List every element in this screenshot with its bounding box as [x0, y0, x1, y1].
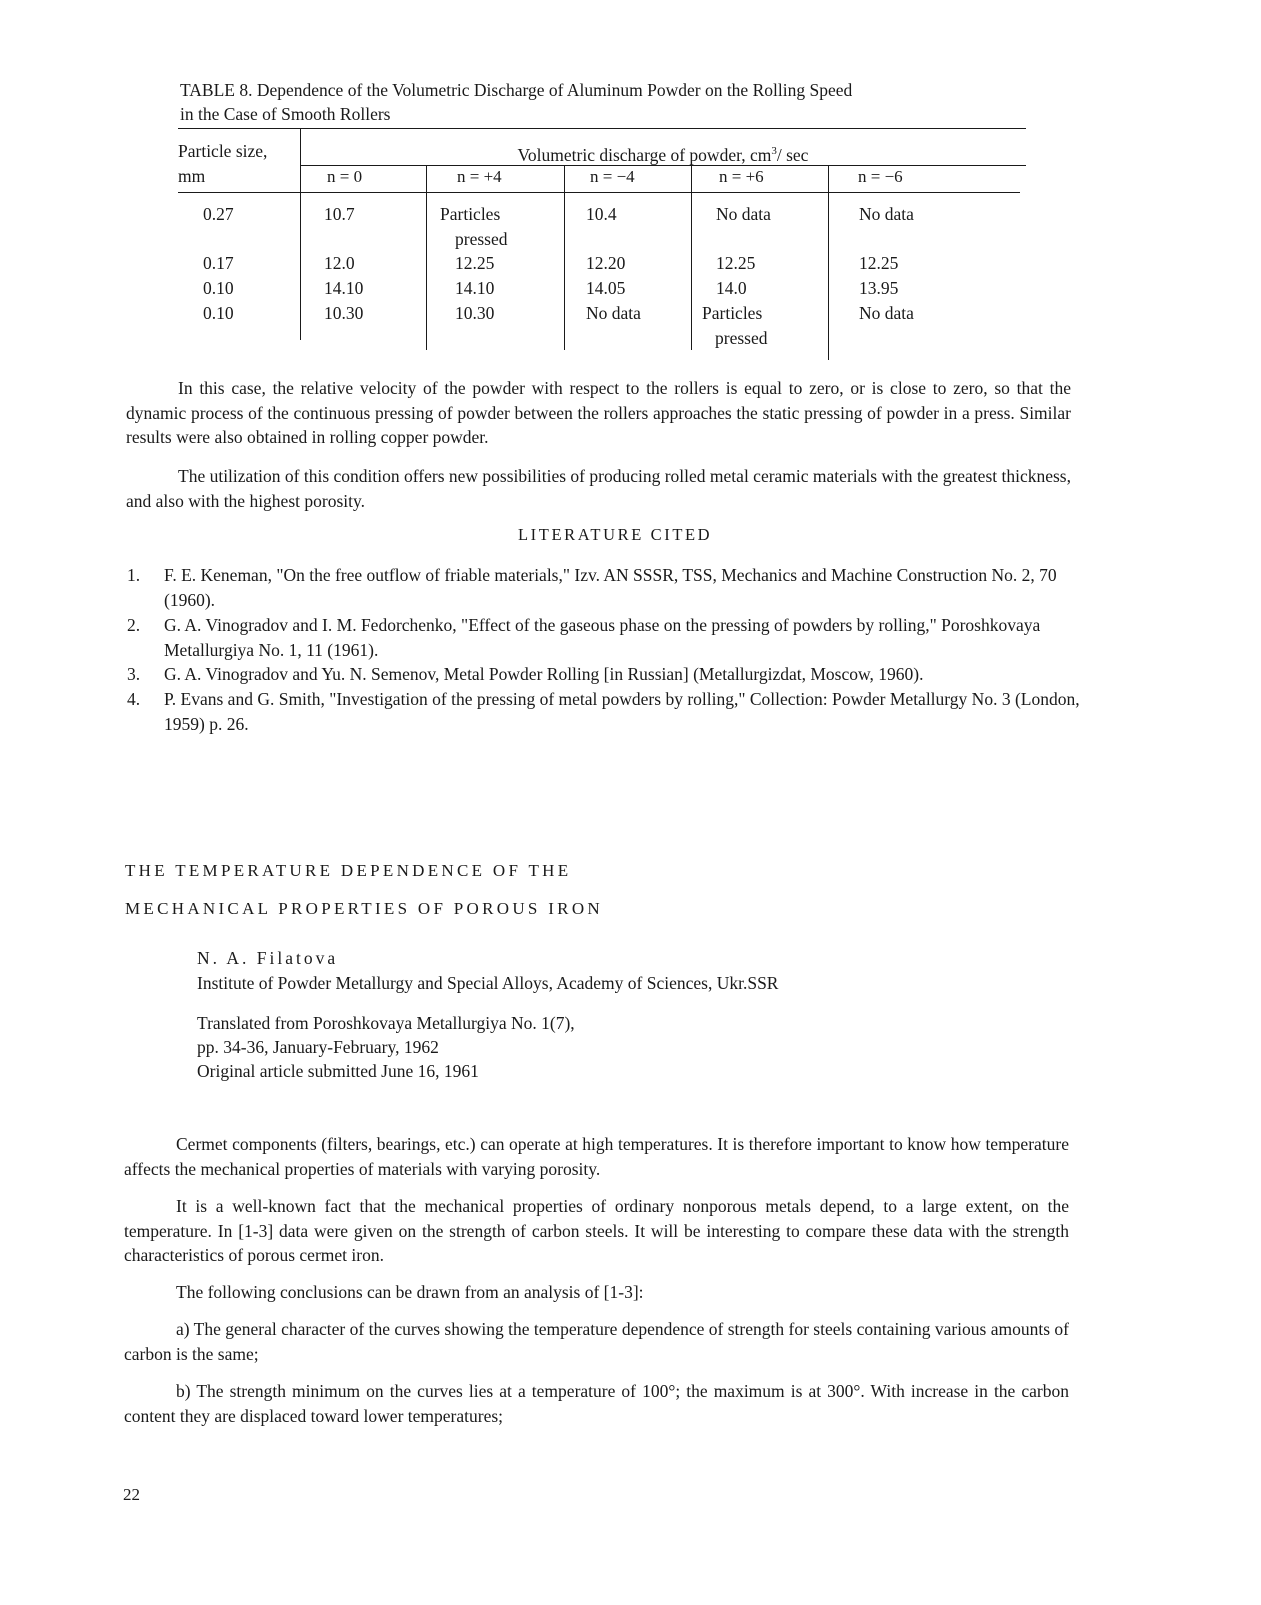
reference-number: 1.: [127, 565, 141, 585]
paragraph: It is a well-known fact that the mechanical properties of ordinary nonporous metals depend, to a large extent, on the temperature. In [1-3] data were given on the strength of carbon steels. It will be interesting to compare these data with the strength characteristics of porous cermet iron.: [124, 1196, 1069, 1265]
reference-item: [127, 563, 1087, 612]
reference-number: 3.: [127, 664, 141, 684]
paragraph: a) The general character of the curves showing the temperature dependence of strength for steels containing various amounts of carbon is the same;: [124, 1319, 1069, 1364]
table-cell: 12.25: [455, 253, 495, 273]
column-header: n = −6: [858, 167, 903, 186]
article-title-line-2: MECHANICAL PROPERTIES OF POROUS IRON: [125, 899, 603, 918]
column-header: n = +6: [719, 167, 764, 186]
table-cell-size: 0.17: [203, 253, 234, 273]
table-cell-size: 0.10: [203, 303, 234, 323]
table-cell: 14.05: [586, 278, 626, 298]
column-divider: [691, 165, 692, 350]
table-cell: 12.20: [586, 253, 626, 273]
table-cell: Particles: [702, 303, 763, 323]
article-title-line-1: THE TEMPERATURE DEPENDENCE OF THE: [125, 861, 572, 880]
column-header: n = 0: [327, 167, 363, 186]
table-cell: 13.95: [859, 278, 899, 298]
table-cell: pressed: [715, 328, 768, 348]
reference-item: [127, 687, 1087, 736]
table-cell: 14.0: [716, 278, 747, 298]
column-divider: [564, 165, 565, 350]
table-cell: 12.25: [859, 253, 899, 273]
table-head-rule: [178, 192, 1020, 193]
table-cell: No data: [859, 303, 914, 323]
column-divider: [300, 128, 301, 340]
table-cell: No data: [586, 303, 641, 323]
table-cell: 12.25: [716, 253, 756, 273]
span-head-sup: 3: [771, 145, 777, 157]
table-cell: 10.4: [586, 204, 617, 224]
table-caption-line-2: in the Case of Smooth Rollers: [180, 104, 391, 124]
reference-item: [127, 613, 1087, 662]
author-name: N. A. Filatova: [197, 948, 339, 968]
span-head: [300, 140, 1026, 166]
column-header: n = +4: [457, 167, 502, 186]
span-head-text: Volumetric discharge of powder, cm: [517, 144, 772, 165]
table-cell-size: 0.10: [203, 278, 234, 298]
submission-note: Original article submitted June 16, 1961: [197, 1061, 479, 1081]
table-cell: pressed: [455, 229, 508, 249]
reference-item: [127, 662, 1087, 687]
reference-text: G. A. Vinogradov and Yu. N. Semenov, Metal Powder Rolling [in Russian] (Metallurgizdat, Moscow, 1960).: [164, 664, 924, 684]
reference-number: 4.: [127, 689, 141, 709]
table-cell: 14.10: [324, 278, 364, 298]
table-cell: 12.0: [324, 253, 355, 273]
paragraph: b) The strength minimum on the curves lies at a temperature of 100°; the maximum is at 300°. With increase in the carbon content they are displaced toward lower temperatures;: [124, 1381, 1069, 1426]
table-top-rule: [178, 128, 1026, 129]
table-cell: No data: [859, 204, 914, 224]
span-head-rule: [300, 165, 1026, 166]
column-divider: [426, 165, 427, 350]
paragraph: The following conclusions can be drawn from an analysis of [1-3]:: [176, 1282, 644, 1302]
table-cell-size: 0.27: [203, 204, 234, 224]
translation-note-line-2: pp. 34-36, January-February, 1962: [197, 1037, 439, 1057]
table-cell: 10.30: [455, 303, 495, 323]
translation-note-line-1: Translated from Poroshkovaya Metallurgiya No. 1(7),: [197, 1013, 575, 1033]
paragraph: The utilization of this condition offers new possibilities of producing rolled metal ceramic materials with the greatest thickness, and also with the highest porosity.: [126, 466, 1071, 511]
literature-heading: LITERATURE CITED: [518, 525, 713, 544]
stub-head-line-2: mm: [178, 166, 206, 186]
table-caption: [180, 78, 1080, 126]
table-cell: 10.30: [324, 303, 364, 323]
reference-text: P. Evans and G. Smith, "Investigation of the pressing of metal powders by rolling," Collection: Powder Metallurgy No. 3 (London, 1959) p. 26.: [164, 689, 1080, 734]
reference-number: 2.: [127, 615, 141, 635]
table-cell: Particles: [440, 204, 501, 224]
table-cell: No data: [716, 204, 771, 224]
span-head-tail: / sec: [776, 144, 809, 165]
author-affiliation: Institute of Powder Metallurgy and Special Alloys, Academy of Sciences, Ukr.SSR: [197, 973, 779, 993]
table-cell: 10.7: [324, 204, 355, 224]
reference-text: G. A. Vinogradov and I. M. Fedorchenko, "Effect of the gaseous phase on the pressing of powders by rolling," Poroshkovaya Metallurgiya No. 1, 11 (1961).: [164, 615, 1041, 660]
column-divider: [828, 165, 829, 360]
page-number: 22: [123, 1485, 140, 1504]
stub-head-line-1: Particle size,: [178, 141, 268, 161]
column-header: n = −4: [590, 167, 635, 186]
reference-text: F. E. Keneman, "On the free outflow of friable materials," Izv. AN SSSR, TSS, Mechanics and Machine Construction No. 2, 70 (1960).: [164, 565, 1057, 610]
paragraph: Cermet components (filters, bearings, etc.) can operate at high temperatures. It is therefore important to know how temperature affects the mechanical properties of materials with varying porosity.: [124, 1134, 1069, 1179]
table-caption-line-1: TABLE 8. Dependence of the Volumetric Discharge of Aluminum Powder on the Rolling Speed: [180, 80, 853, 100]
table-cell: 14.10: [455, 278, 495, 298]
paragraph: In this case, the relative velocity of the powder with respect to the rollers is equal to zero, or is close to zero, so that the dynamic process of the continuous pressing of powder between the rollers approaches the static pressing of powder in a press. Similar results were also obtained in rolling copper powder.: [126, 378, 1071, 447]
